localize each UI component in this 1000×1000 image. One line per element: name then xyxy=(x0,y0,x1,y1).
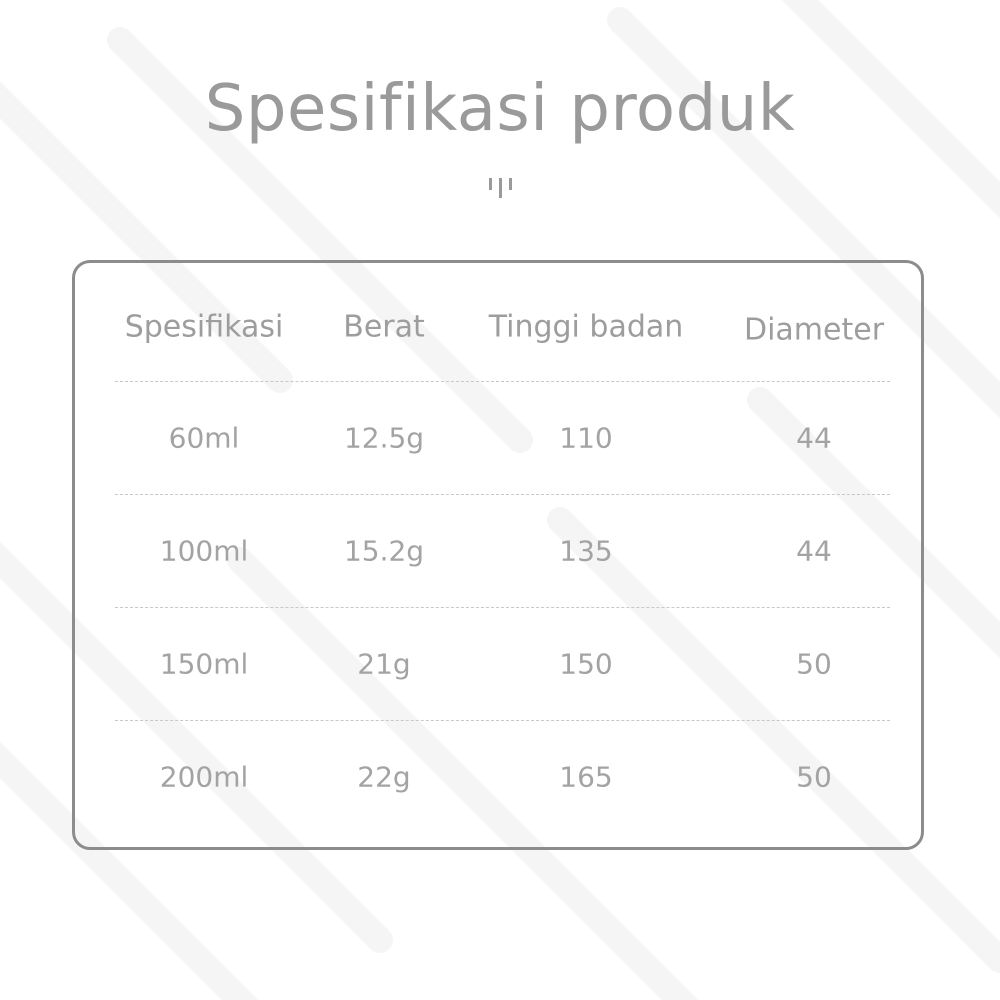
cell-tinggi-badan: 150 xyxy=(559,647,613,681)
row-divider xyxy=(115,720,890,721)
cell-berat: 12.5g xyxy=(343,421,425,455)
row-divider xyxy=(115,381,890,382)
column-header-berat: Berat xyxy=(343,309,425,345)
row-divider xyxy=(115,494,890,495)
cell-tinggi-badan: 135 xyxy=(559,534,613,568)
page-title: Spesifikasi produk xyxy=(204,72,796,146)
cell-tinggi-badan: 165 xyxy=(559,760,613,794)
column-header-diameter: Diameter xyxy=(743,312,885,348)
cell-tinggi-badan: 110 xyxy=(559,421,613,455)
cell-diameter: 44 xyxy=(796,534,832,568)
cell-diameter: 50 xyxy=(796,647,832,681)
cell-spesifikasi: 150ml xyxy=(159,647,249,681)
row-divider xyxy=(115,607,890,608)
cell-berat: 21g xyxy=(357,647,411,681)
title-decoration-icon xyxy=(487,176,515,200)
cell-berat: 22g xyxy=(357,760,411,794)
column-header-spesifikasi: Spesifikasi xyxy=(124,309,284,345)
cell-spesifikasi: 60ml xyxy=(168,421,240,455)
column-header-tinggi-badan: Tinggi badan xyxy=(488,309,684,345)
cell-diameter: 44 xyxy=(796,421,832,455)
cell-spesifikasi: 200ml xyxy=(159,760,249,794)
cell-diameter: 50 xyxy=(796,760,832,794)
cell-berat: 15.2g xyxy=(343,534,425,568)
cell-spesifikasi: 100ml xyxy=(159,534,249,568)
